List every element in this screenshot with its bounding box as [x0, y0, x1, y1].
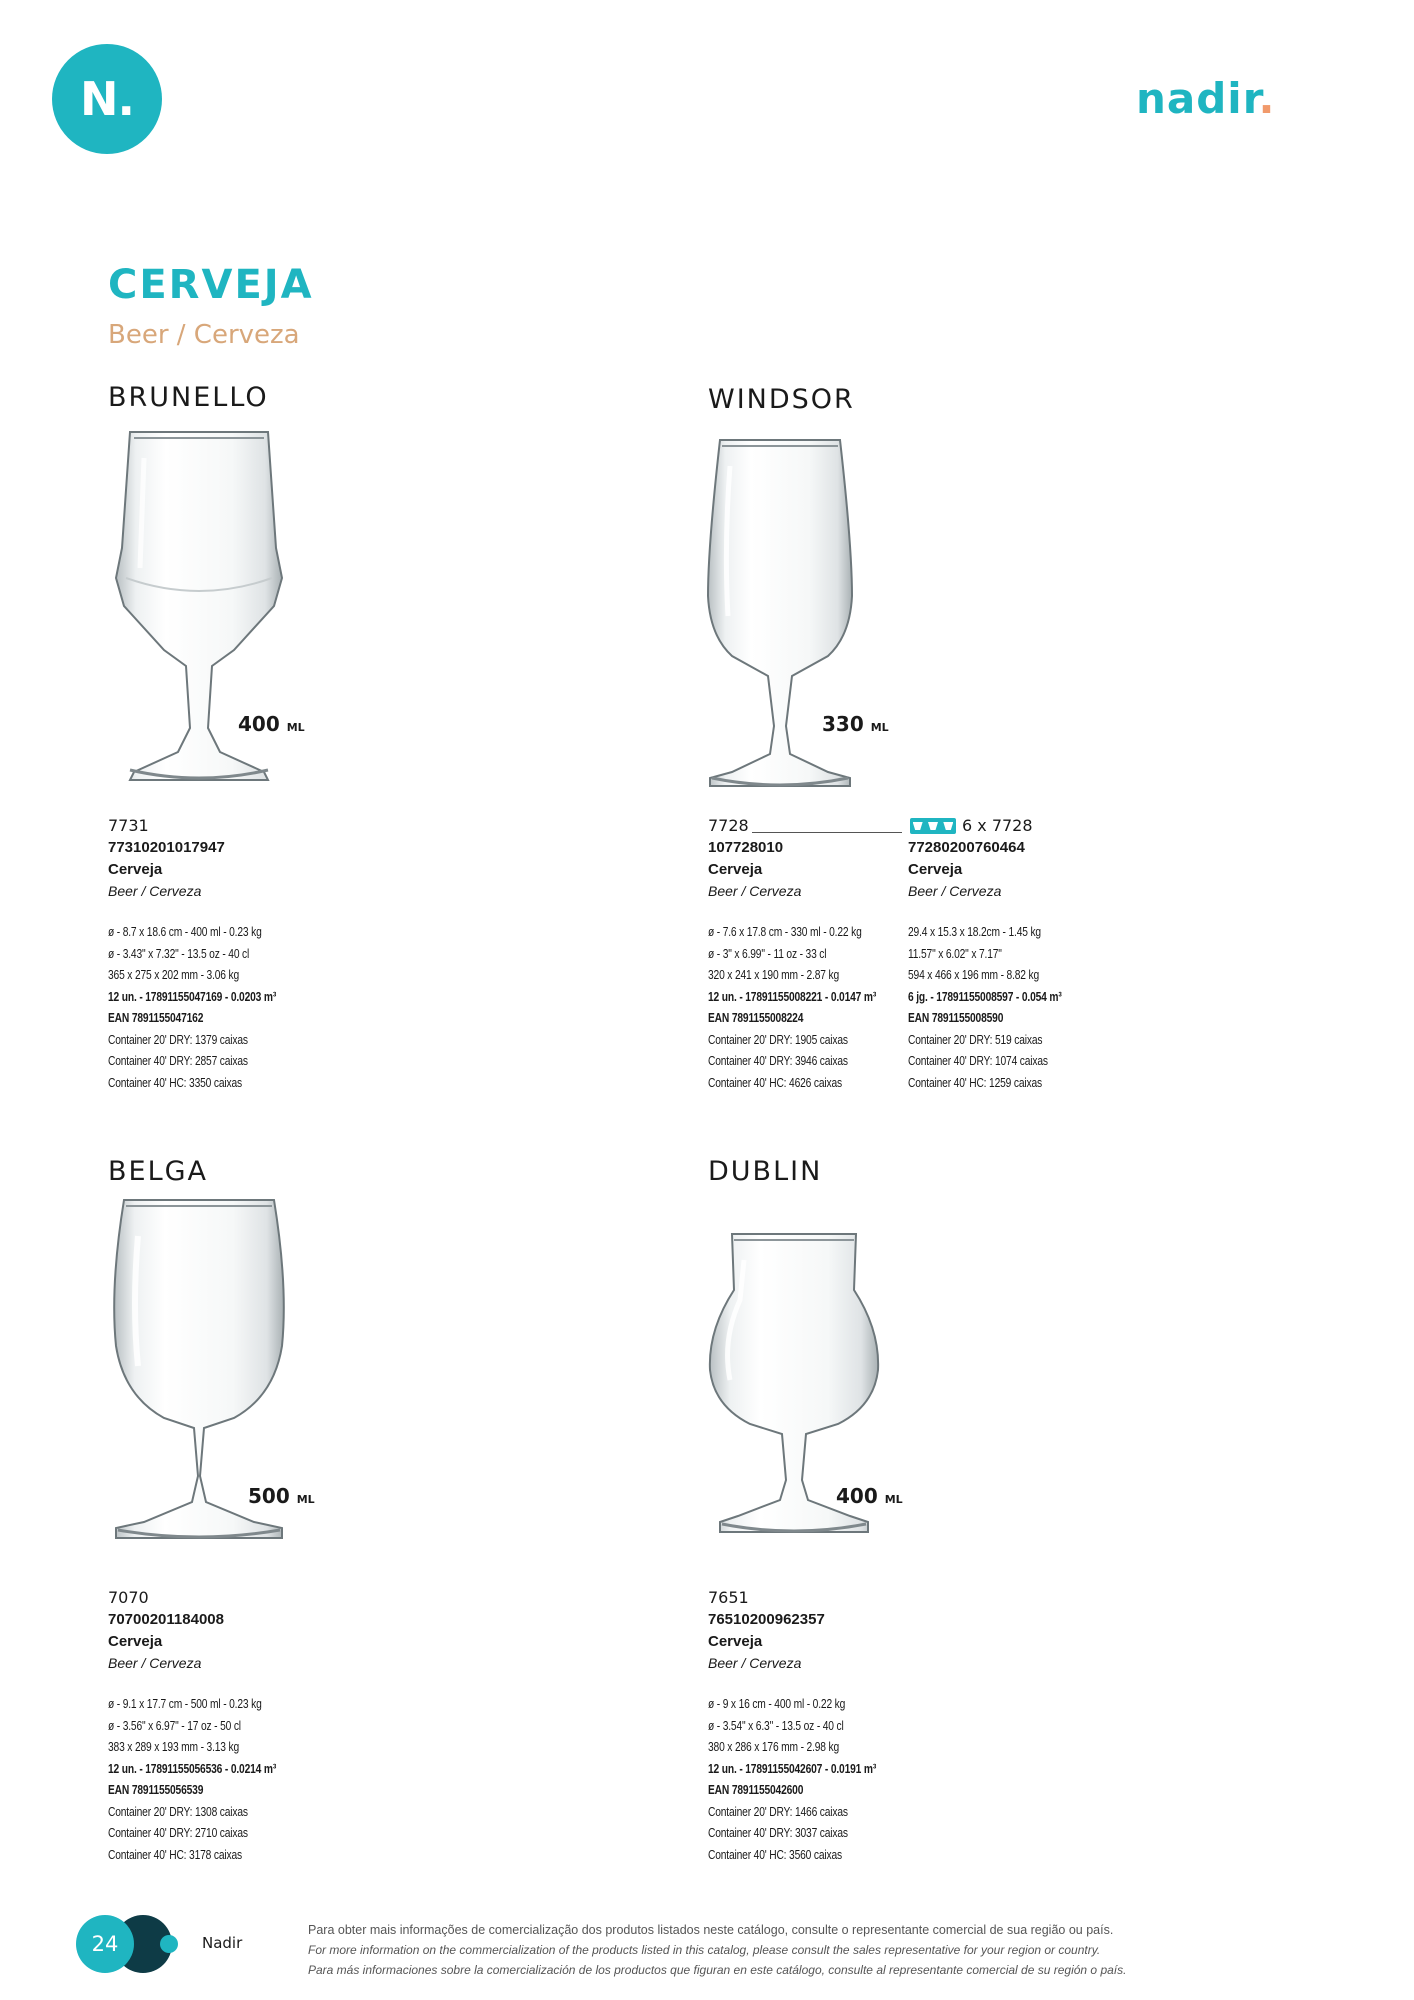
spec-line: EAN 7891155008590: [908, 1011, 1004, 1025]
spec-line: EAN 7891155042600: [708, 1783, 804, 1797]
spec-line: Container 40' HC: 3560 caixas: [708, 1847, 842, 1862]
brunello-ref: 7731: [108, 816, 149, 835]
windsor-code: 107728010: [708, 839, 784, 856]
spec-line: ø - 3" x 6.99" - 11 oz - 33 cl: [708, 946, 827, 961]
category-subtitle: Beer / Cerveza: [108, 320, 300, 350]
windsor-translation: Beer / Cerveza: [708, 883, 802, 899]
glasses-pack-icon: [910, 818, 956, 834]
belga-code: 70700201184008: [108, 1611, 224, 1628]
footer-note: [308, 1920, 1308, 1980]
dublin-translation: Beer / Cerveza: [708, 1655, 802, 1671]
belga-label: Cerveja: [108, 1633, 163, 1650]
spec-line: Container 40' HC: 1259 caixas: [908, 1075, 1042, 1090]
spec-line: Container 40' DRY: 3037 caixas: [708, 1826, 848, 1840]
spec-line: Container 20' DRY: 1466 caixas: [708, 1804, 848, 1819]
spec-line: Container 40' DRY: 1074 caixas: [908, 1054, 1048, 1068]
dublin-capacity-value: 400: [836, 1484, 878, 1508]
dublin-capacity: [836, 1484, 903, 1508]
footer-note-pt: Para obter mais informações de comercialização dos produtos listados neste catálogo, consulte o representante comercial de sua região ou país.: [308, 1923, 1114, 1937]
dublin-label: Cerveja: [708, 1633, 763, 1650]
product-name-belga: BELGA: [108, 1156, 209, 1187]
windsor-capacity-unit: ML: [870, 721, 889, 734]
belga-ref: 7070: [108, 1588, 149, 1607]
spec-line: 594 x 466 x 196 mm - 8.82 kg: [908, 968, 1040, 982]
windsor-pack-info: [908, 840, 1128, 1098]
spec-line: 320 x 241 x 190 mm - 2.87 kg: [708, 968, 840, 982]
nadir-logo-badge: N.: [52, 44, 162, 154]
spec-line: 6 jg. - 17891155008597 - 0.054 m³: [908, 989, 1062, 1004]
brunello-label: Cerveja: [108, 861, 163, 878]
spec-line: 380 x 286 x 176 mm - 2.98 kg: [708, 1740, 840, 1754]
page-dot: [160, 1935, 178, 1953]
windsor-pack-label-text: Cerveja: [908, 861, 963, 878]
category-title: CERVEJA: [108, 262, 314, 308]
windsor-info: [708, 818, 898, 1098]
windsor-ref: 7728: [708, 816, 749, 835]
spec-line: 12 un. - 17891155008221 - 0.0147 m³: [708, 989, 877, 1004]
spec-line: 29.4 x 15.3 x 18.2cm - 1.45 kg: [908, 925, 1041, 939]
spec-line: Container 40' HC: 3350 caixas: [108, 1075, 242, 1090]
spec-line: 11.57" x 6.02" x 7.17": [908, 946, 1002, 961]
spec-line: Container 40' DRY: 2857 caixas: [108, 1054, 248, 1068]
spec-line: Container 20' DRY: 1308 caixas: [108, 1804, 248, 1819]
spec-line: ø - 3.56" x 6.97" - 17 oz - 50 cl: [108, 1718, 241, 1733]
belga-capacity-unit: ML: [296, 1493, 315, 1506]
brunello-translation: Beer / Cerveza: [108, 883, 202, 899]
windsor-capacity: [822, 712, 889, 736]
brunello-capacity-value: 400: [238, 712, 280, 736]
pack-divider: [752, 832, 902, 833]
belga-capacity: [248, 1484, 315, 1508]
windsor-glass-image: [700, 436, 860, 790]
product-name-windsor: WINDSOR: [708, 384, 855, 415]
spec-line: Container 20' DRY: 1905 caixas: [708, 1032, 848, 1047]
brand-name: nadir: [1136, 74, 1259, 123]
brunello-info: [108, 818, 448, 1098]
spec-line: 383 x 289 x 193 mm - 3.13 kg: [108, 1740, 240, 1754]
footer-brand: Nadir: [202, 1934, 243, 1952]
spec-line: EAN 7891155008224: [708, 1011, 804, 1025]
windsor-pack-translation: Beer / Cerveza: [908, 883, 1002, 899]
page-number: 24: [76, 1915, 134, 1973]
windsor-pack-code: 77280200760464: [908, 839, 1025, 856]
dublin-code: 76510200962357: [708, 1611, 825, 1628]
spec-line: Container 40' DRY: 2710 caixas: [108, 1826, 248, 1840]
windsor-pack-label: 6 x 7728: [962, 816, 1033, 835]
spec-line: ø - 9.1 x 17.7 cm - 500 ml - 0.23 kg: [108, 1697, 262, 1711]
spec-line: ø - 3.43" x 7.32" - 13.5 oz - 40 cl: [108, 946, 250, 961]
footer-note-en: For more information on the commercialization of the products listed in this catalog, please consult the sales representative for your region or country.: [308, 1943, 1101, 1957]
spec-line: Container 40' HC: 4626 caixas: [708, 1075, 842, 1090]
spec-line: Container 20' DRY: 1379 caixas: [108, 1032, 248, 1047]
windsor-label: Cerveja: [708, 861, 763, 878]
brunello-code: 77310201017947: [108, 839, 225, 856]
spec-line: Container 20' DRY: 519 caixas: [908, 1032, 1043, 1047]
dublin-capacity-unit: ML: [884, 1493, 903, 1506]
spec-line: EAN 7891155047162: [108, 1011, 204, 1025]
dublin-ref: 7651: [708, 1588, 749, 1607]
spec-line: ø - 7.6 x 17.8 cm - 330 ml - 0.22 kg: [708, 925, 862, 939]
windsor-capacity-value: 330: [822, 712, 864, 736]
spec-line: ø - 9 x 16 cm - 400 ml - 0.22 kg: [708, 1697, 846, 1711]
spec-line: 12 un. - 17891155056536 - 0.0214 m³: [108, 1761, 277, 1776]
spec-line: 365 x 275 x 202 mm - 3.06 kg: [108, 968, 240, 982]
dublin-info: [708, 1590, 1048, 1870]
belga-info: [108, 1590, 448, 1870]
product-name-brunello: BRUNELLO: [108, 382, 269, 413]
belga-translation: Beer / Cerveza: [108, 1655, 202, 1671]
product-name-dublin: DUBLIN: [708, 1156, 823, 1187]
spec-line: 12 un. - 17891155047169 - 0.0203 m³: [108, 989, 277, 1004]
spec-line: Container 40' DRY: 3946 caixas: [708, 1054, 848, 1068]
brunello-capacity-unit: ML: [286, 721, 305, 734]
spec-line: 12 un. - 17891155042607 - 0.0191 m³: [708, 1761, 877, 1776]
belga-capacity-value: 500: [248, 1484, 290, 1508]
brand-wordmark: [1136, 74, 1275, 123]
spec-line: Container 40' HC: 3178 caixas: [108, 1847, 242, 1862]
footer-note-es: Para más informaciones sobre la comercialización de los productos que figuran en este catálogo, consulte al representante comercial de su región o país.: [308, 1963, 1127, 1977]
spec-line: EAN 7891155056539: [108, 1783, 204, 1797]
spec-line: ø - 3.54" x 6.3" - 13.5 oz - 40 cl: [708, 1718, 844, 1733]
spec-line: ø - 8.7 x 18.6 cm - 400 ml - 0.23 kg: [108, 925, 262, 939]
brand-dot: .: [1258, 74, 1276, 123]
brunello-capacity: [238, 712, 305, 736]
